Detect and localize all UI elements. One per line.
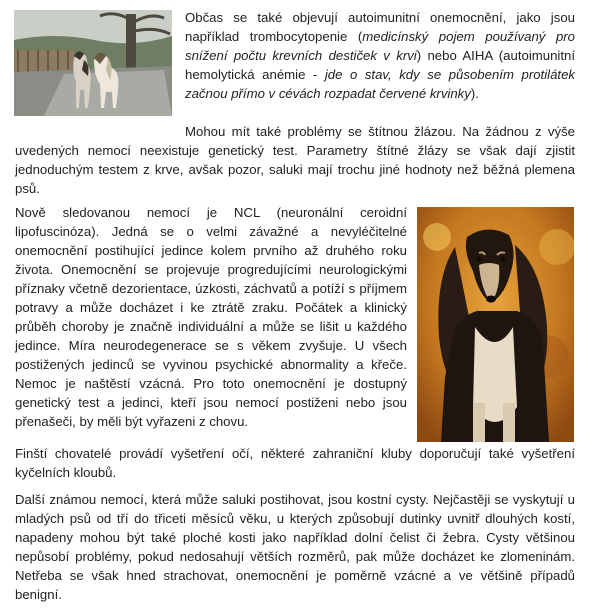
p1-middle: ) nebo AIHA (autoimunitní hemolytická anémie - xyxy=(185,48,575,82)
p1-outro: ). xyxy=(470,86,479,101)
saluki-portrait-photo xyxy=(417,207,574,442)
two-salukis-photo xyxy=(14,10,172,116)
paragraph-thyroid: Mohou mít také problémy se štítnou žlázou. Na žádnou z výše uvedených nemocí neexistuje genetický test. Parametry štítné žlázy se však dají zjistit jednoduchým testem z krve, avšak pozor, saluki mají trochu jiné hodnoty než běžná plemena psů. xyxy=(15,124,575,196)
paragraph-ncl: Nově sledovanou nemocí je NCL (neuronální ceroidní lipofuscinóza). Jedná se o velmi závažné a nevyléčitelné onemocnění postihující jedince kolem prvního až druhého roku života. Onemocnění se projevuje progredujícími neurologickými příznaky včetně dezorientace, úzkosti, záchvatů a potíží s příjmem potravy a může docházet i ke ztrátě zraku. Počátek a klinický průběh choroby je značně individuální a může se lišit u každého jedince. Míra neurodegenerace se s věkem zvyšuje. U všech postižených jedinců se vyvinou psychické abnormality a křeče. Nemoc je naštěstí vzácná. Pro toto onemocnění je dostupný genetický test a jedinci, kteří jsou nemocí postiženi nebo jsou přenašeči, by měli být vyřazeni z chovu. xyxy=(15,205,407,429)
p1-intro: Občas se také objevují autoimunitní onemocnění, jako jsou například trombocytopenie ( xyxy=(185,10,575,44)
paragraph-bone-cysts: Další známou nemocí, která může saluki postihovat, jsou kostní cysty. Nejčastěji se vyskytují u mladých psů od tří do třiceti měsíců věku, u kterých způsobují dutinky uvnitř dlouhých kostí, napadeny mohou být také ploché kosti jako například dolní čelist či žebra. Cysty většinou nepůsobí problémy, pokud nedosahují větších rozměrů, pak může docházet ke zlomeninám. Netřeba se však hned strachovat, onemocnění je poměrně vzácné a ve většině případů benigní. xyxy=(15,492,575,602)
p1-definition-aiha: jde o stav, kdy se působením protilátek začnou přímo v cévách rozpadat červené krvinky xyxy=(185,67,575,101)
paragraph-autoimmune xyxy=(185,8,575,103)
p1-definition-thrombocytopenia: medicínský pojem používaný pro snížení počtu krevních destiček v krvi xyxy=(185,29,575,63)
paragraph-eye-exam: Finští chovatelé provádí vyšetření očí, některé zahraniční kluby doporučují také vyšetření kyčelních kloubů. xyxy=(15,446,575,480)
